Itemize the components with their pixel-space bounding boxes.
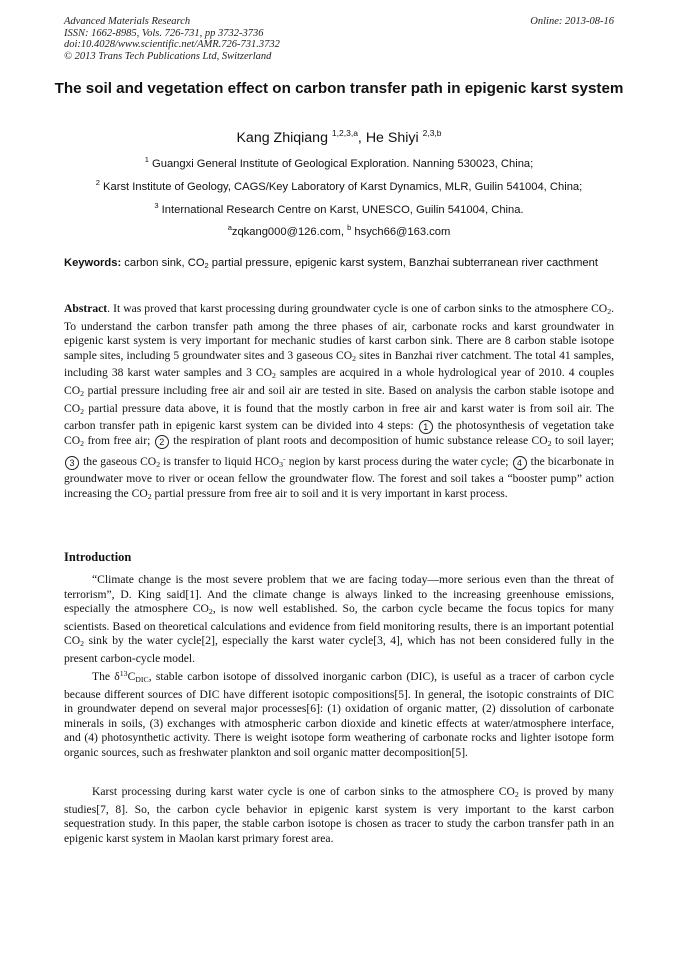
circled-number-1: 1 [419, 420, 433, 434]
subscript: 2 [80, 639, 85, 649]
subscript: 2 [156, 459, 161, 469]
online-date: Online: 2013-08-16 [530, 16, 614, 27]
affiliation-number: 1 [144, 155, 149, 164]
subscript: DIC [135, 675, 149, 684]
affiliation-text: Guangxi General Institute of Geological Exploration. Nanning 530023, China; [152, 158, 534, 170]
email-link[interactable]: hsych66@163.com [354, 226, 451, 238]
intro-paragraph-2 [64, 667, 614, 761]
abstract-text: partial pressure including free air and soil air are tested in site. Based on analysis the carbon stable isotope and CO [64, 383, 614, 415]
email-link[interactable]: zqkang000@126.com [231, 226, 341, 238]
section-heading-introduction: Introduction [64, 550, 132, 564]
email-marker: a [227, 223, 232, 232]
doi-line: doi:10.4028/www.scientific.net/AMR.726-731.3732 [64, 39, 280, 50]
keywords-text: partial pressure, epigenic karst system, Banzhai subterranean river cacthment [208, 257, 598, 269]
subscript: 2 [607, 307, 612, 316]
affiliation-text: International Research Centre on Karst, UNESCO, Guilin 541004, China. [161, 204, 524, 216]
author-affiliation-marker: 2,3,b [422, 128, 442, 138]
subscript: 2 [204, 261, 209, 270]
body-text: is proved by many studies[7, 8]. So, the carbon cycle behavior in epigenic karst system is very important to the karst carbon sequestration study. In this paper, the stable carbon isotope is chosen as tracer to study the carbon transfer path in an epigenic karst system in Maolan karst primary forest area. [64, 785, 614, 845]
body-text: sink by the water cycle[2], especially the karst water cycle[3, 4], which has not been considered fully in the present carbon-cycle model. [64, 634, 614, 665]
affiliation-3 [0, 201, 678, 216]
author-affiliation-marker: 1,2,3,a [331, 128, 358, 138]
abstract-text: the bicarbonate in groundwater move to river or ocean fellow the groundwater flow. The forest and soil takes a “booster pump” action increasing the CO [64, 454, 615, 500]
affiliation-2 [0, 178, 678, 193]
author-name: He Shiyi [365, 130, 419, 146]
subscript: 2 [80, 439, 85, 449]
abstract-text: sites in Banzhai river catchment. The total 41 samples, including 38 karst water samples and 3 CO [64, 348, 614, 380]
body-text: “Climate change is the most severe problem that we are facing today—more serious even than the threat of terrorism”, D. King said[1]. And the climate change is always linked to the increasing greenhouse emissions, especially the atmosphere CO [64, 573, 614, 616]
abstract-text: the respiration of plant roots and decomposition of humic substance release CO [169, 434, 548, 448]
author-emails [0, 223, 678, 238]
abstract-text: negion by karst process during the water cycle; [285, 454, 512, 468]
subscript: 3 [279, 459, 284, 469]
abstract-text: partial pressure data above, it is found that the mostly carbon in free air and karst water is from soil air. The carbon transfer path in epigenic karst system can be divided into 4 steps: [64, 401, 614, 433]
body-text: , is now well established. So, the carbon cycle became the focus topics for many scientists. Based on theoretical calculations and evidence from field monitoring results, there is an important potential CO [64, 602, 614, 648]
subscript: 2 [514, 790, 519, 799]
abstract-text: the photosynthesis of vegetation take CO [64, 419, 614, 448]
abstract-text: the gaseous CO [80, 454, 157, 468]
author-separator: , [357, 130, 366, 146]
abstract-text: partial pressure from free air to soil and it is very important in karst process. [151, 486, 508, 500]
intro-paragraph-1 [64, 573, 614, 667]
abstract-text: . It was proved that karst processing during groundwater cycle is one of carbon sinks to the atmosphere CO [107, 302, 608, 315]
abstract-label: Abstract [64, 302, 108, 315]
affiliation-number: 3 [154, 201, 159, 210]
subscript: 2 [547, 439, 552, 449]
author-line [0, 128, 678, 146]
affiliation-text: Karst Institute of Geology, CAGS/Key Laboratory of Karst Dynamics, MLR, Guilin 541004, China; [103, 181, 583, 193]
superscript: 13 [119, 669, 128, 678]
body-text: C [127, 670, 136, 683]
paper-title: The soil and vegetation effect on carbon transfer path in epigenic karst system [54, 80, 624, 97]
abstract-text: is transfer to liquid HCO [160, 454, 280, 468]
abstract-text: to soil layer; [551, 434, 614, 448]
superscript: - [283, 453, 286, 463]
keywords-section [64, 257, 616, 273]
intro-paragraph-3 [64, 785, 614, 846]
issn-line: ISSN: 1662-8985, Vols. 726-731, pp 3732-3736 [64, 27, 264, 39]
email-marker: b [347, 223, 352, 232]
author-name: Kang Zhiqiang [236, 130, 328, 146]
keywords-text: carbon sink, CO [121, 257, 205, 269]
affiliation-number: 2 [95, 178, 100, 187]
subscript: 2 [352, 353, 357, 363]
subscript: 2 [208, 607, 213, 617]
affiliation-1 [0, 155, 678, 170]
abstract-text: . To understand the carbon transfer path among the three phases of air, carbonate rocks and karst groundwater in epigenic karst system is very important for mechanic studies of karst carbon sink. There are 8 carbon stable isotope sample sites, including 5 groundwater sites and 3 gaseous CO [64, 302, 614, 362]
abstract-text: samples are acquired in a whole hydrological year of 2010. 4 couples CO [64, 366, 615, 397]
circled-number-4: 4 [513, 456, 527, 470]
copyright-line: © 2013 Trans Tech Publications Ltd, Switzerland [64, 50, 272, 62]
keywords-label: Keywords: [64, 257, 122, 269]
abstract-section [64, 302, 614, 505]
subscript: 2 [147, 491, 152, 501]
journal-name: Advanced Materials Research [64, 16, 191, 27]
subscript: 2 [80, 388, 85, 398]
email-separator: , [340, 226, 348, 238]
journal-header [64, 16, 280, 62]
subscript: 2 [80, 406, 85, 416]
body-text: Karst processing during karst water cycle is one of carbon sinks to the atmosphere CO [92, 785, 515, 798]
body-text: The δ [92, 670, 120, 683]
circled-number-2: 2 [155, 435, 169, 449]
subscript: 2 [272, 371, 276, 381]
abstract-text: from free air; [84, 434, 154, 448]
circled-number-3: 3 [65, 456, 79, 470]
body-text: , stable carbon isotope of dissolved inorganic carbon (DIC), is useful as a tracer of carbon cycle because different sources of DIC have different isotopic compositions[5]. In general, the isotopic constraints of DIC in groundwater depend on several major processes[6]: (1) oxidation of organic matter, (2) dissolution of carbonate minerals in soils, (3) exchanges with atmospheric carbon dioxide and kinetic effects at water/atmosphere interface, and (4) photosynthetic activity. There is weight isotope form weathering of carbonate rocks and lighter isotope form organic sources, such as freshwater plankton and soil organic matter decomposition[5]. [64, 670, 615, 759]
